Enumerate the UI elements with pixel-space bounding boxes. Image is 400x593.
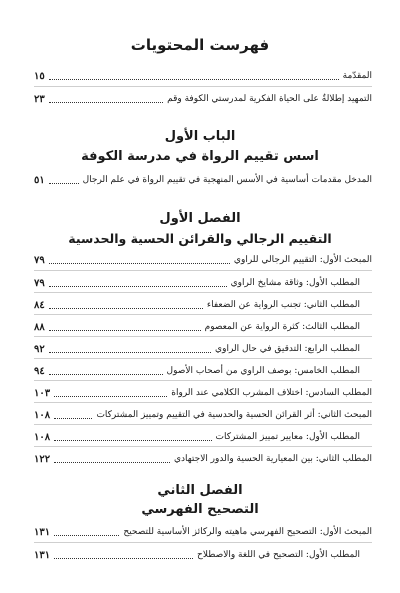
- row-divider: [34, 424, 372, 425]
- row-divider: [34, 336, 372, 337]
- row-divider: [34, 314, 372, 315]
- toc-entry-label: التمهيد إطلالةٌ على الحياة الفكرية لمدرستي الكوفة وقم: [167, 94, 372, 104]
- toc-entry-page: ٥١: [34, 174, 45, 186]
- toc-entry: [34, 341, 360, 357]
- toc-entry: [34, 297, 360, 313]
- toc-entry-label: المطلب الأول: معايير تمييز المشتركات: [215, 432, 360, 442]
- toc-entry-label: المبحث الأول: التصحيح الفهرسي ماهيته والركائز الأساسية للتصحيح: [123, 527, 372, 537]
- chapter-label: الفصل الثاني: [157, 483, 243, 498]
- leader-dots: [49, 183, 79, 184]
- toc-entry: [34, 385, 372, 401]
- toc-entry-page: ١٠٨: [34, 431, 51, 443]
- row-divider: [34, 270, 372, 271]
- toc-entry: [34, 91, 372, 107]
- part-title: اسس تقييم الرواة في مدرسة الكوفة: [81, 149, 319, 164]
- toc-entry-page: ٧٩: [34, 277, 45, 289]
- toc-entry-page: ١٢٢: [34, 453, 51, 465]
- toc-entry-page: ٢٣: [34, 93, 45, 105]
- toc-entry: [34, 252, 372, 268]
- row-divider: [34, 358, 372, 359]
- leader-dots: [49, 330, 201, 331]
- toc-entry-label: المطلب الأول: وثاقة مشايخ الراوي: [230, 278, 360, 288]
- toc-entry-page: ٨٤: [34, 299, 45, 311]
- toc-entry-label: المطلب الثاني: تجنب الرواية عن الضعفاء: [206, 300, 360, 310]
- toc-entry-label: المدخل مقدمات أساسية في الأسس المنهجية في تقييم الرواة في علم الرجال: [82, 175, 372, 185]
- toc-entry: [34, 547, 360, 563]
- toc-entry-page: ٧٩: [34, 254, 45, 266]
- row-divider: [34, 292, 372, 293]
- leader-dots: [49, 352, 211, 353]
- toc-entry: [34, 172, 372, 188]
- leader-dots: [49, 79, 339, 80]
- chapter-title: التصحيح الفهرسي: [141, 502, 259, 517]
- leader-dots: [54, 558, 193, 559]
- toc-entry: [34, 319, 360, 335]
- toc-entry-label: المطلب الأول: التصحيح في اللغة والاصطلاح: [197, 550, 360, 560]
- toc-entry-page: ١٥: [34, 70, 45, 82]
- leader-dots: [54, 535, 119, 536]
- toc-entry-page: ٩٢: [34, 343, 45, 355]
- toc-entry: [34, 407, 372, 423]
- toc-entry: [34, 275, 360, 291]
- leader-dots: [49, 102, 163, 103]
- leader-dots: [49, 286, 227, 287]
- toc-entry-page: ٩٤: [34, 365, 45, 377]
- leader-dots: [54, 396, 167, 397]
- toc-entry: [34, 363, 360, 379]
- toc-entry-label: المبحث الثاني: أثر القرائن الحسية والحدسية في التقييم وتمييز المشتركات: [96, 410, 372, 420]
- toc-entry-page: ١٣١: [34, 526, 51, 538]
- row-divider: [34, 86, 372, 87]
- leader-dots: [49, 374, 163, 375]
- row-divider: [34, 402, 372, 403]
- toc-entry-label: المطلب السادس: اختلاف المشرب الكلامي عند الرواة: [171, 388, 372, 398]
- leader-dots: [54, 418, 92, 419]
- page-title: فهرست المحتويات: [130, 36, 270, 54]
- toc-entry-label: المطلب الرابع: التدقيق في حال الراوي: [215, 344, 360, 354]
- leader-dots: [54, 462, 170, 463]
- toc-entry-label: المطلب الخامس: بوصف الراوي من أصحاب الأصول: [166, 366, 360, 376]
- toc-entry-label: المبحث الأول: التقييم الرجالي للراوي: [233, 255, 372, 265]
- toc-entry-page: ١٠٣: [34, 387, 51, 399]
- part-label: الباب الأول: [164, 129, 236, 144]
- chapter-label: الفصل الأول: [159, 211, 241, 226]
- toc-entry-label: المطلب الثاني: بين المعيارية الحسية والدور الاجتهادي: [173, 454, 372, 464]
- toc-entry-page: ١٣١: [34, 549, 51, 561]
- toc-entry: [34, 429, 360, 445]
- toc-entry: [34, 451, 372, 467]
- row-divider: [34, 446, 372, 447]
- leader-dots: [49, 263, 230, 264]
- row-divider: [34, 542, 372, 543]
- chapter-title: التقييم الرجالي والقرائن الحسية والحدسية: [68, 231, 332, 246]
- row-divider: [34, 380, 372, 381]
- toc-entry: [34, 524, 372, 540]
- toc-entry-page: ١٠٨: [34, 409, 51, 421]
- leader-dots: [49, 308, 203, 309]
- toc-entry: [34, 68, 372, 84]
- toc-entry-page: ٨٨: [34, 321, 45, 333]
- toc-entry-label: المطلب الثالث: كثرة الرواية عن المعصوم: [204, 322, 360, 332]
- toc-entry-label: المقدّمة: [342, 71, 372, 81]
- leader-dots: [54, 440, 211, 441]
